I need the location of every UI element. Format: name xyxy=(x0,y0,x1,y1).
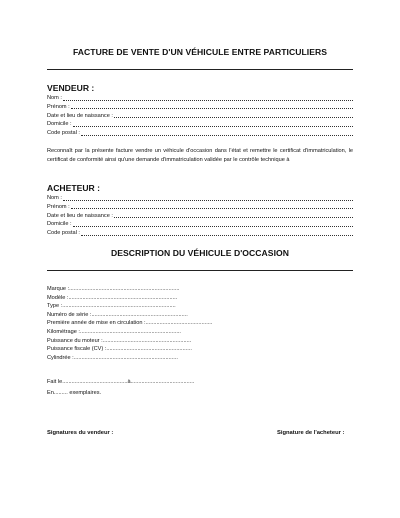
field-label: Kilométrage : xyxy=(47,328,80,335)
vehicle-displacement-field[interactable] xyxy=(47,354,353,363)
fill-line xyxy=(71,105,353,109)
seller-fields xyxy=(47,94,353,138)
vehicle-rule xyxy=(47,270,353,271)
vehicle-mileage-field[interactable] xyxy=(47,328,353,337)
fill-line xyxy=(63,197,353,201)
seller-firstname-field[interactable] xyxy=(47,103,353,112)
vehicle-make-field[interactable] xyxy=(47,285,353,294)
field-dots: ....................................................... xyxy=(106,346,192,353)
place-date-line[interactable]: Fait le..........................................à......................................... xyxy=(47,379,195,385)
vehicle-fields xyxy=(47,285,353,362)
buyer-heading: ACHETEUR : xyxy=(47,183,100,193)
fill-line xyxy=(81,132,353,136)
field-label: Première année de mise en circulation : xyxy=(47,320,146,327)
field-label: Modèle : xyxy=(47,294,69,301)
buyer-fields xyxy=(47,194,353,238)
seller-signature-label: Signatures du vendeur : xyxy=(47,430,114,436)
field-label: Marque : xyxy=(47,286,70,292)
field-label: Prénom : xyxy=(47,203,70,210)
sale-statement: Reconnaît par la présente facture vendre un véhicule d'occasion dans l'état et remettre le certificat d'immatriculation, le certificat de conformité ainsi qu'une demande d'immatriculation validée par le contrôle technique à xyxy=(47,148,353,163)
buyer-name-field[interactable] xyxy=(47,194,353,203)
field-label: Type : xyxy=(47,303,63,310)
field-label: Code postal : xyxy=(47,230,80,237)
field-label: Nom : xyxy=(47,95,62,101)
seller-heading: VENDEUR : xyxy=(47,83,95,93)
field-label: Date et lieu de naissance : xyxy=(47,212,113,219)
field-dots: ................................................................. xyxy=(79,328,181,335)
field-dots: ................................................................... xyxy=(73,354,178,361)
field-dots: ........................................... xyxy=(145,320,213,327)
buyer-postcode-field[interactable] xyxy=(47,229,353,238)
vehicle-serial-field[interactable] xyxy=(47,311,353,320)
vehicle-type-field[interactable] xyxy=(47,302,353,311)
seller-address-field[interactable] xyxy=(47,120,353,129)
fill-line xyxy=(71,205,353,209)
fill-line xyxy=(114,214,353,218)
vehicle-engine-power-field[interactable] xyxy=(47,337,353,346)
field-dots: ......................................................................... xyxy=(62,303,176,310)
field-label: Date et lieu de naissance : xyxy=(47,112,113,119)
field-label: Domicile : xyxy=(47,121,72,128)
fill-line xyxy=(81,232,353,236)
buyer-firstname-field[interactable] xyxy=(47,203,353,212)
field-dots: .............................................................. xyxy=(91,311,188,318)
field-label: Numéro de série : xyxy=(47,311,92,318)
copies-line[interactable]: En......... exemplaires. xyxy=(47,390,102,396)
seller-name-field[interactable] xyxy=(47,94,353,103)
field-dots: ......................................................... xyxy=(102,337,192,344)
field-label: Nom : xyxy=(47,195,62,201)
field-dots: ....................................................................... xyxy=(69,286,180,292)
field-label: Prénom : xyxy=(47,103,70,110)
vehicle-fiscal-power-field[interactable] xyxy=(47,345,353,354)
field-label: Code postal : xyxy=(47,130,80,137)
fill-line xyxy=(63,97,353,101)
fill-line xyxy=(114,114,353,118)
field-label: Puissance du moteur : xyxy=(47,337,103,344)
field-label: Cylindrée : xyxy=(47,354,74,361)
seller-postcode-field[interactable] xyxy=(47,129,353,138)
seller-birth-field[interactable] xyxy=(47,112,353,121)
fill-line xyxy=(73,223,353,227)
vehicle-first-registration-field[interactable] xyxy=(47,319,353,328)
buyer-birth-field[interactable] xyxy=(47,212,353,221)
fill-line xyxy=(73,123,353,127)
vehicle-model-field[interactable] xyxy=(47,294,353,303)
field-label: Domicile : xyxy=(47,221,72,228)
buyer-signature-label: Signature de l'acheteur : xyxy=(277,430,345,436)
document-title: FACTURE DE VENTE D'UN VÉHICULE ENTRE PARTICULIERS xyxy=(72,47,328,57)
title-rule xyxy=(47,69,353,70)
field-dots: ...................................................................... xyxy=(68,294,178,301)
vehicle-heading: DESCRIPTION DU VÉHICULE D'OCCASION xyxy=(110,248,290,258)
field-label: Puissance fiscale (CV) : xyxy=(47,346,107,353)
buyer-address-field[interactable] xyxy=(47,220,353,229)
